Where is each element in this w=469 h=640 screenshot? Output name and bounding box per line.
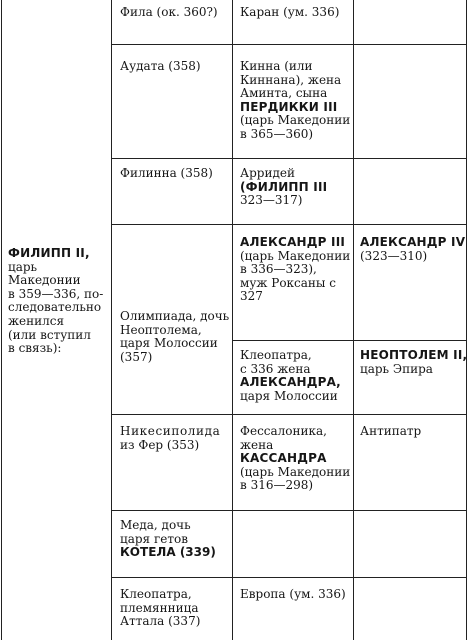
wife-line: Меда, дочь: [120, 518, 191, 532]
wife-cell: [120, 167, 213, 181]
child-line: ПЕРДИККИ III: [240, 99, 338, 114]
child-line: 327: [240, 289, 263, 304]
child-line: в 336—323),: [240, 262, 317, 277]
wife-line: Неоптолема,: [120, 322, 202, 337]
child-line: муж Роксаны с: [240, 275, 337, 290]
child-line: с 336 жена: [240, 361, 311, 376]
child-line: Кинна (или: [240, 59, 313, 73]
child-line: Киннана), жена: [240, 72, 342, 87]
row-divider-2: [111, 158, 467, 159]
grandchild-cell: [360, 425, 421, 439]
row-divider-3: [111, 224, 467, 225]
wife-line: Аудата (358): [120, 59, 201, 73]
wife-line: Клеопатра,: [120, 587, 192, 601]
wife-line: Никесиполида: [120, 424, 221, 438]
wife-line: Филинна (358): [120, 166, 213, 180]
column-divider-2: [232, 0, 233, 640]
grandchild-line: Антипатр: [360, 424, 422, 438]
husband-line: в связь):: [8, 341, 62, 356]
child-line: жена: [240, 437, 274, 452]
child-cell: [240, 167, 327, 208]
wife-line: Фила (ок. 360?): [120, 5, 218, 19]
row-divider-7: [111, 577, 467, 578]
wife-cell: [120, 310, 229, 364]
child-line: (царь Македонии: [240, 248, 351, 263]
wife-cell: [120, 60, 201, 74]
wife-cell: [120, 6, 218, 20]
child-line: царя Молоссии: [240, 388, 338, 403]
grandchild-line: НЕОПТОЛЕМ II,: [360, 348, 468, 362]
grandchild-line: АЛЕКСАНДР IV: [360, 235, 466, 249]
wife-line: Олимпиада, дочь: [120, 309, 230, 323]
child-line: АЛЕКСАНДР III: [240, 235, 346, 249]
row-divider-5: [111, 414, 467, 415]
child-line: (ФИЛИПП III: [240, 179, 328, 194]
husband-name: ФИЛИПП II,: [8, 246, 90, 260]
child-cell: [240, 6, 339, 20]
child-line: Клеопатра,: [240, 348, 312, 362]
column-divider-3: [353, 0, 354, 640]
child-cell: [240, 425, 350, 493]
husband-cell: [8, 247, 108, 356]
grandchild-line: царь Эпира: [360, 361, 433, 376]
child-line: (царь Македонии: [240, 113, 351, 128]
wife-line: царя Молоссии: [120, 336, 218, 351]
wife-line: Аттала (337): [120, 614, 201, 629]
child-line: 323—317): [240, 193, 303, 208]
wife-cell: [120, 519, 216, 560]
child-cell: [240, 60, 350, 142]
husband-line: (или вступил: [8, 327, 91, 342]
row-divider-6: [111, 510, 467, 511]
wife-line: (357): [120, 349, 153, 364]
child-line: КАССАНДРА: [240, 451, 327, 466]
grandchild-line: (323—310): [360, 248, 428, 263]
child-line: в 365—360): [240, 126, 314, 141]
child-line: Аминта, сына: [240, 86, 328, 101]
child-line: АЛЕКСАНДРА,: [240, 375, 341, 390]
wife-line: КОТЕЛА (339): [120, 545, 216, 560]
husband-line: Македонии: [8, 273, 81, 288]
wife-cell: [120, 425, 220, 452]
grandchild-cell: [360, 236, 465, 263]
table-border-right: [466, 0, 467, 640]
husband-line: царь: [8, 259, 38, 274]
husband-line: следовательно: [8, 300, 102, 315]
wife-line: племянница: [120, 600, 199, 615]
child-line: Арридей: [240, 166, 295, 180]
grandchild-cell: [360, 349, 467, 376]
child-cell: [240, 236, 350, 304]
husband-line: в 359—336, по-: [8, 286, 104, 301]
child-line: Каран (ум. 336): [240, 5, 340, 19]
row-divider-1: [111, 44, 467, 45]
wife-line: царя гетов: [120, 531, 188, 546]
row-divider-4: [232, 340, 467, 341]
wife-cell: [120, 588, 200, 629]
child-line: Фессалоника,: [240, 424, 327, 438]
child-cell: [240, 588, 346, 602]
child-line: в 316—298): [240, 478, 314, 493]
column-divider-1: [111, 0, 112, 640]
child-line: Европа (ум. 336): [240, 587, 346, 601]
table-border-left: [1, 0, 2, 640]
child-line: (царь Македонии: [240, 464, 351, 479]
husband-line: женился: [8, 313, 65, 328]
child-cell: [240, 349, 341, 403]
wife-line: из Фер (353): [120, 437, 200, 452]
